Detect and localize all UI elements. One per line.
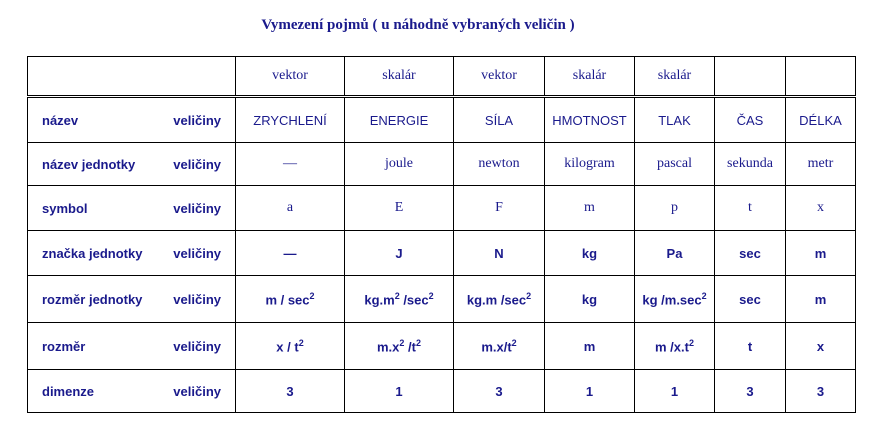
value-cell: m (786, 276, 856, 323)
value-cell: ENERGIE (345, 97, 454, 143)
value-cell: 1 (345, 370, 454, 413)
value-cell: p (635, 186, 715, 231)
row-label: rozměr jednotky veličiny (28, 276, 236, 323)
kind-row (28, 57, 856, 97)
row-label: název veličiny (28, 97, 236, 143)
kind-cell: skalár (545, 57, 635, 97)
kind-cell: vektor (236, 57, 345, 97)
value-cell: m / $\sec^2$ (236, 276, 345, 323)
value-cell: SÍLA (454, 97, 545, 143)
value-cell: ČAS (715, 97, 786, 143)
value-cell: x (786, 186, 856, 231)
kind-cell (786, 57, 856, 97)
value-cell: x (786, 323, 856, 370)
value-cell: TLAK (635, 97, 715, 143)
value-cell: HMOTNOST (545, 97, 635, 143)
table-row (28, 323, 856, 370)
value-cell: joule (345, 143, 454, 186)
value-cell: kg $/m.\sec^2$ (635, 276, 715, 323)
value-cell: t (715, 323, 786, 370)
value-cell: — (236, 143, 345, 186)
value-cell: F (454, 186, 545, 231)
value-cell: a (236, 186, 345, 231)
value-cell: 3 (715, 370, 786, 413)
value-cell: newton (454, 143, 545, 186)
row-label: dimenze veličiny (28, 370, 236, 413)
value-cell: x / $t^2$ (236, 323, 345, 370)
value-cell: kg (545, 231, 635, 276)
value-cell: sekunda (715, 143, 786, 186)
value-cell: DÉLKA (786, 97, 856, 143)
value-cell: 3 (454, 370, 545, 413)
value-cell: E (345, 186, 454, 231)
kind-cell: skalár (635, 57, 715, 97)
table-row (28, 97, 856, 143)
value-cell: ZRYCHLENÍ (236, 97, 345, 143)
value-cell: metr (786, 143, 856, 186)
row-label: název jednotky veličiny (28, 143, 236, 186)
kind-cell (28, 57, 236, 97)
value-cell: pascal (635, 143, 715, 186)
value-cell: m $/x.t^2$ (635, 323, 715, 370)
kind-cell (715, 57, 786, 97)
page-title: Vymezení pojmů ( u náhodně vybraných veličin ) (261, 17, 575, 33)
value-cell: 1 (635, 370, 715, 413)
value-cell: kilogram (545, 143, 635, 186)
value-cell: 3 (236, 370, 345, 413)
value-cell: Pa (635, 231, 715, 276)
value-cell: — (236, 231, 345, 276)
value-cell: sec (715, 276, 786, 323)
table-row (28, 143, 856, 186)
row-label: symbol veličiny (28, 186, 236, 231)
table-row (28, 370, 856, 413)
value-cell: 1 (545, 370, 635, 413)
table-row (28, 276, 856, 323)
value-cell: $kg.m^2$ $/\sec^2$ (345, 276, 454, 323)
value-cell: m (786, 231, 856, 276)
row-label: rozměr veličiny (28, 323, 236, 370)
value-cell: 3 (786, 370, 856, 413)
value-cell: J (345, 231, 454, 276)
value-cell: kg (545, 276, 635, 323)
value-cell: $m.x/t^2$ (454, 323, 545, 370)
value-cell: N (454, 231, 545, 276)
kind-cell: vektor (454, 57, 545, 97)
value-cell: $m.x^2$ $/t^2$ (345, 323, 454, 370)
row-label: značka jednotky veličiny (28, 231, 236, 276)
table-row (28, 186, 856, 231)
value-cell: m (545, 186, 635, 231)
kind-cell: skalár (345, 57, 454, 97)
table-row (28, 231, 856, 276)
value-cell: sec (715, 231, 786, 276)
value-cell: kg.m $/\sec^2$ (454, 276, 545, 323)
quantities-table (27, 56, 856, 413)
value-cell: t (715, 186, 786, 231)
value-cell: m (545, 323, 635, 370)
